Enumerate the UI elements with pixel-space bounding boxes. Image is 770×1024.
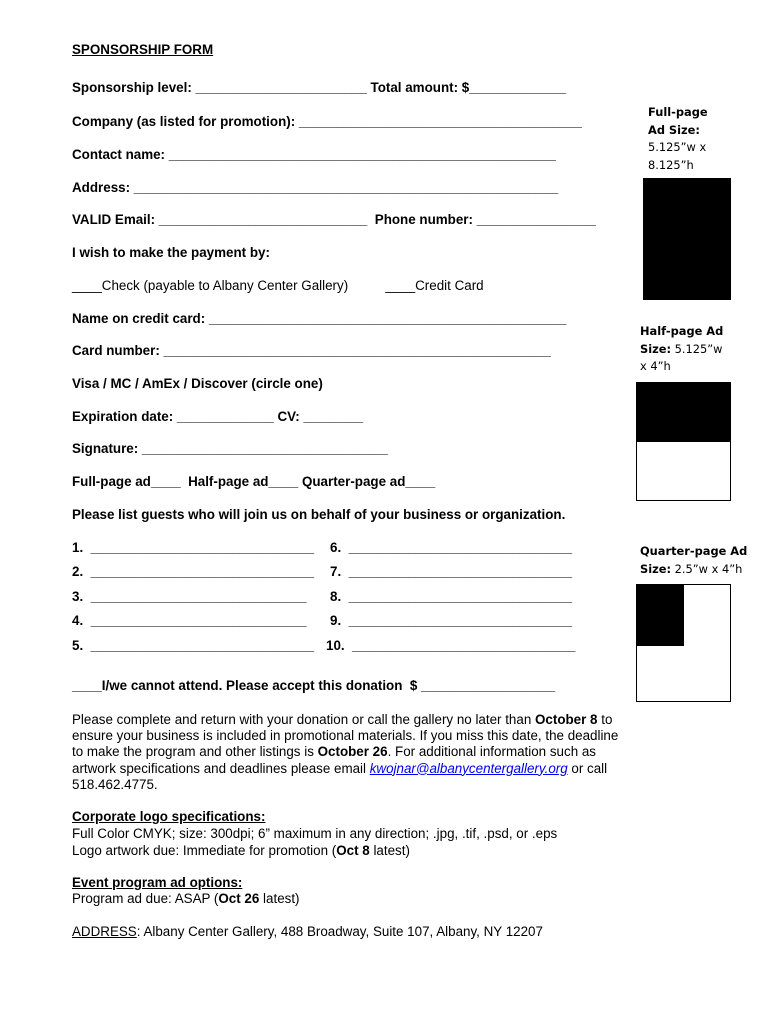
logo-due-segment: Oct 8	[336, 843, 370, 858]
form-line-segment: VALID Email: ____________________________ Phone number: ________________	[72, 212, 596, 227]
form-line-segment: Expiration date: _____________ CV: ________	[72, 409, 364, 424]
form-line-segment: ____Check (payable to Albany Center Gallery) ____Credit Card	[72, 278, 484, 293]
event-ad-heading: Event program ad options:	[72, 875, 243, 890]
form-line-segment: Card number: ____________________________________________________	[72, 343, 551, 358]
logo-specs-line: Full Color CMYK; size: 300dpi; 6” maximum in any direction; .jpg, .tif, .psd, or .eps	[72, 826, 558, 841]
full-page-size-1: 5.125”w x	[648, 140, 707, 154]
half-page-label: Half-page Ad	[640, 324, 724, 338]
address-label: ADDRESS	[72, 924, 137, 939]
guest-entry: 9. ______________________________	[330, 613, 573, 628]
form-line	[72, 678, 555, 694]
form-line	[72, 278, 484, 294]
paragraph-segment: to ensure your business is included in promotional materials. If you miss this date, the deadline to make the program and other listings is	[72, 712, 619, 760]
event-due-segment: Program ad due: ASAP (	[72, 891, 219, 906]
form-line-segment: Visa / MC / AmEx / Discover (circle one)	[72, 376, 323, 391]
full-page-fill	[644, 179, 730, 299]
half-page-ad-preview	[636, 382, 731, 501]
email-link[interactable]: kwojnar@albanycentergallery.org	[369, 760, 568, 776]
paragraph-segment: October 8	[535, 712, 598, 727]
half-page-ad-info	[640, 323, 765, 376]
form-line	[72, 474, 435, 490]
full-page-ad-info	[640, 104, 765, 174]
instructions-paragraph	[72, 712, 628, 793]
half-page-size-label: Size:	[640, 341, 672, 356]
logo-due-segment: Logo artwork due: Immediate for promotion (	[72, 843, 337, 858]
paragraph-segment: . For additional information such as artwork specifications and deadlines please email	[72, 744, 596, 776]
full-page-ad-preview	[643, 178, 731, 300]
paragraph-segment: or call 518.462.4775.	[72, 760, 608, 792]
logo-specs-heading: Corporate logo specifications:	[72, 809, 266, 824]
form-line-segment: ____I/we cannot attend. Please accept this donation $ __________________	[72, 678, 556, 693]
form-line-segment: Full-page ad____ Half-page ad____ Quarter-page ad____	[72, 474, 436, 489]
form-line-segment: Company (as listed for promotion): ______________________________________	[72, 114, 582, 129]
guest-entry: 7. ______________________________	[330, 564, 573, 579]
guest-entry: 4. _____________________________	[72, 613, 307, 628]
form-line	[72, 441, 388, 457]
guest-entry: 5. ______________________________	[72, 638, 315, 653]
paragraph-segment: October 26	[317, 744, 388, 760]
form-line	[72, 376, 323, 392]
guest-entry: 6. ______________________________	[330, 540, 573, 555]
logo-due-line	[72, 843, 410, 859]
event-due-segment: Oct 26	[218, 891, 260, 906]
full-page-label: Full-page	[648, 105, 708, 119]
form-line-segment: Address: _________________________________________________________	[72, 180, 559, 195]
full-page-size-label: Ad Size:	[648, 122, 700, 137]
form-line	[72, 507, 565, 523]
form-line-segment: I wish to make the payment by:	[72, 245, 270, 260]
event-due-segment: latest)	[259, 891, 300, 906]
form-line-segment: Signature: _________________________________	[72, 441, 388, 456]
logo-due-segment: latest)	[369, 843, 410, 858]
half-page-size-2: x 4”h	[640, 359, 671, 373]
form-line	[72, 343, 551, 359]
form-title: SPONSORSHIP FORM	[72, 42, 214, 57]
address-line	[72, 924, 543, 940]
form-line	[72, 80, 566, 96]
quarter-page-fill	[637, 585, 684, 646]
half-page-size-1: 5.125”w	[671, 341, 723, 356]
quarter-page-ad-info	[640, 543, 765, 578]
form-line	[72, 114, 582, 130]
form-line-segment: Please list guests who will join us on behalf of your business or organization.	[72, 507, 566, 522]
form-line	[72, 180, 558, 196]
quarter-page-label: Quarter-page Ad	[640, 544, 748, 558]
address-value: : Albany Center Gallery, 488 Broadway, Suite 107, Albany, NY 12207	[136, 924, 543, 939]
guest-entry: 3. _____________________________	[72, 589, 307, 604]
form-line	[72, 147, 556, 163]
guest-entry: 2. ______________________________	[72, 564, 315, 579]
form-line-segment: Name on credit card: ________________________________________________	[72, 311, 567, 326]
guest-entry: 1. ______________________________	[72, 540, 315, 555]
form-line	[72, 311, 566, 327]
quarter-page-size-1: 2.5”w x 4”h	[671, 561, 743, 576]
form-line-segment: Sponsorship level: _______________________ Total amount: $_____________	[72, 80, 567, 95]
half-page-fill	[637, 383, 730, 442]
guest-entry: 8. ______________________________	[330, 589, 573, 604]
guest-entry: 10. ______________________________	[326, 638, 576, 653]
form-line	[72, 409, 363, 425]
quarter-page-size-label: Size:	[640, 561, 672, 576]
form-line	[72, 212, 596, 228]
quarter-page-ad-preview	[636, 584, 731, 702]
event-ad-due-line	[72, 891, 300, 907]
form-line	[72, 245, 270, 261]
full-page-size-2: 8.125”h	[648, 157, 694, 172]
paragraph-segment: Please complete and return with your donation or call the gallery no later than	[72, 712, 535, 727]
form-line-segment: Contact name: ____________________________________________________	[72, 147, 556, 162]
